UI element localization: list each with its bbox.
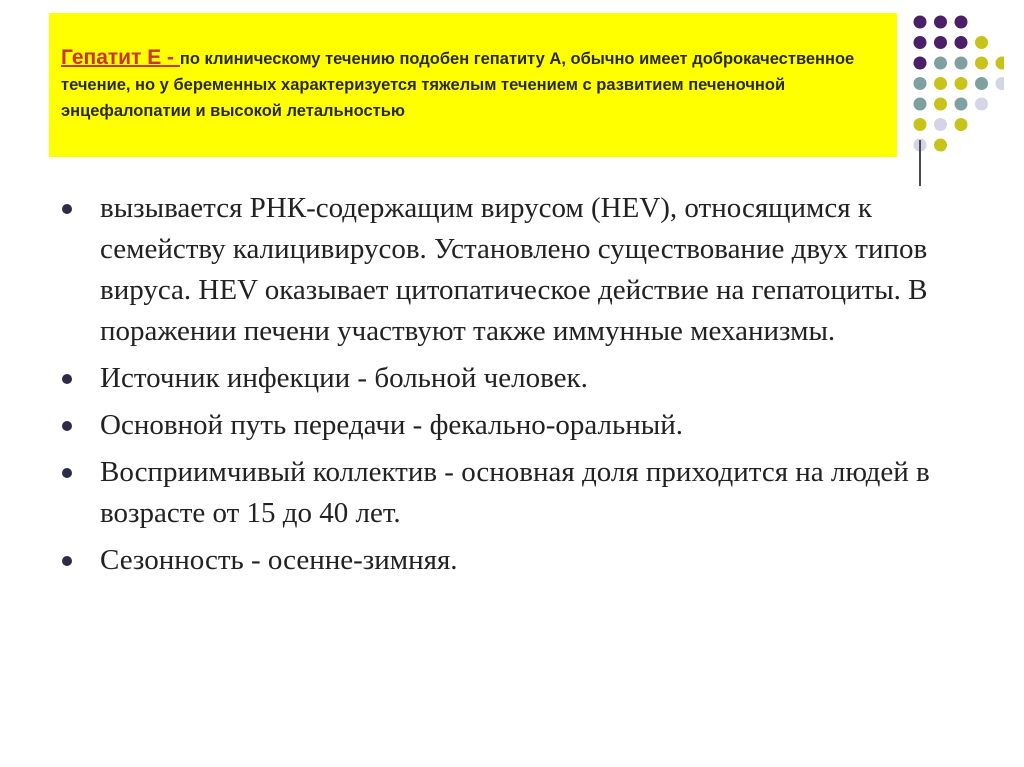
decor-dot [934, 98, 947, 111]
title-text: по клиническому течению подобен гепатиту А, обычно имеет доброкачественное течение, но у беременных характеризуется тяжелым течением с развитием печеночной энцефалопатии и высокой летальностью [61, 50, 855, 120]
title-lead [61, 46, 180, 69]
decor-dot [975, 77, 988, 90]
decor-dot [955, 77, 968, 90]
decor-dot [975, 36, 988, 49]
bullet-icon [62, 374, 72, 384]
decor-dot [955, 98, 968, 111]
decor-dot [934, 118, 947, 131]
decor-dot [934, 57, 947, 70]
decor-dot [914, 16, 927, 29]
decor-dot [934, 139, 947, 152]
decor-dot [996, 57, 1005, 70]
decor-dot [955, 57, 968, 70]
decor-dot [955, 118, 968, 131]
bullet-icon [62, 468, 72, 478]
decor-dot [914, 98, 927, 111]
list-item [62, 405, 982, 446]
decor-dot [934, 16, 947, 29]
decor-dot [914, 36, 927, 49]
bullet-text: Источник инфекции - больной человек. [100, 362, 588, 394]
decorative-vertical-line [919, 140, 921, 186]
bullet-list [62, 188, 982, 587]
decor-dot [975, 57, 988, 70]
decor-dot [934, 77, 947, 90]
decor-dot [914, 57, 927, 70]
list-item [62, 188, 982, 352]
list-item [62, 452, 982, 534]
title-lead-text: Гепатит Е [61, 46, 162, 69]
decor-dot [914, 118, 927, 131]
decor-dot [955, 16, 968, 29]
bullet-icon [62, 556, 72, 566]
decor-dot [996, 77, 1005, 90]
bullet-text: Основной путь передачи - фекально-оральный. [100, 409, 684, 441]
slide-title-box [49, 13, 897, 157]
decorative-dot-grid [912, 14, 1004, 164]
bullet-text: вызывается РНК-содержащим вирусом (HEV), относящимся к семейству калицивирусов. Установлено существование двух типов вируса. HEV оказывает цитопатическое действие на гепатоциты. В поражении печени участвуют также иммунные механизмы. [100, 192, 928, 347]
bullet-text: Восприимчивый коллектив - основная доля приходится на людей в возрасте от 15 до 40 лет. [100, 456, 930, 529]
bullet-text: Сезонность - осенне-зимняя. [100, 544, 458, 576]
list-item [62, 540, 982, 581]
bullet-icon [62, 204, 72, 214]
decor-dot [914, 77, 927, 90]
title-dash: - [161, 46, 180, 69]
decor-dot [955, 36, 968, 49]
decor-dot [934, 36, 947, 49]
bullet-icon [62, 421, 72, 431]
decor-dot [975, 98, 988, 111]
list-item [62, 358, 982, 399]
